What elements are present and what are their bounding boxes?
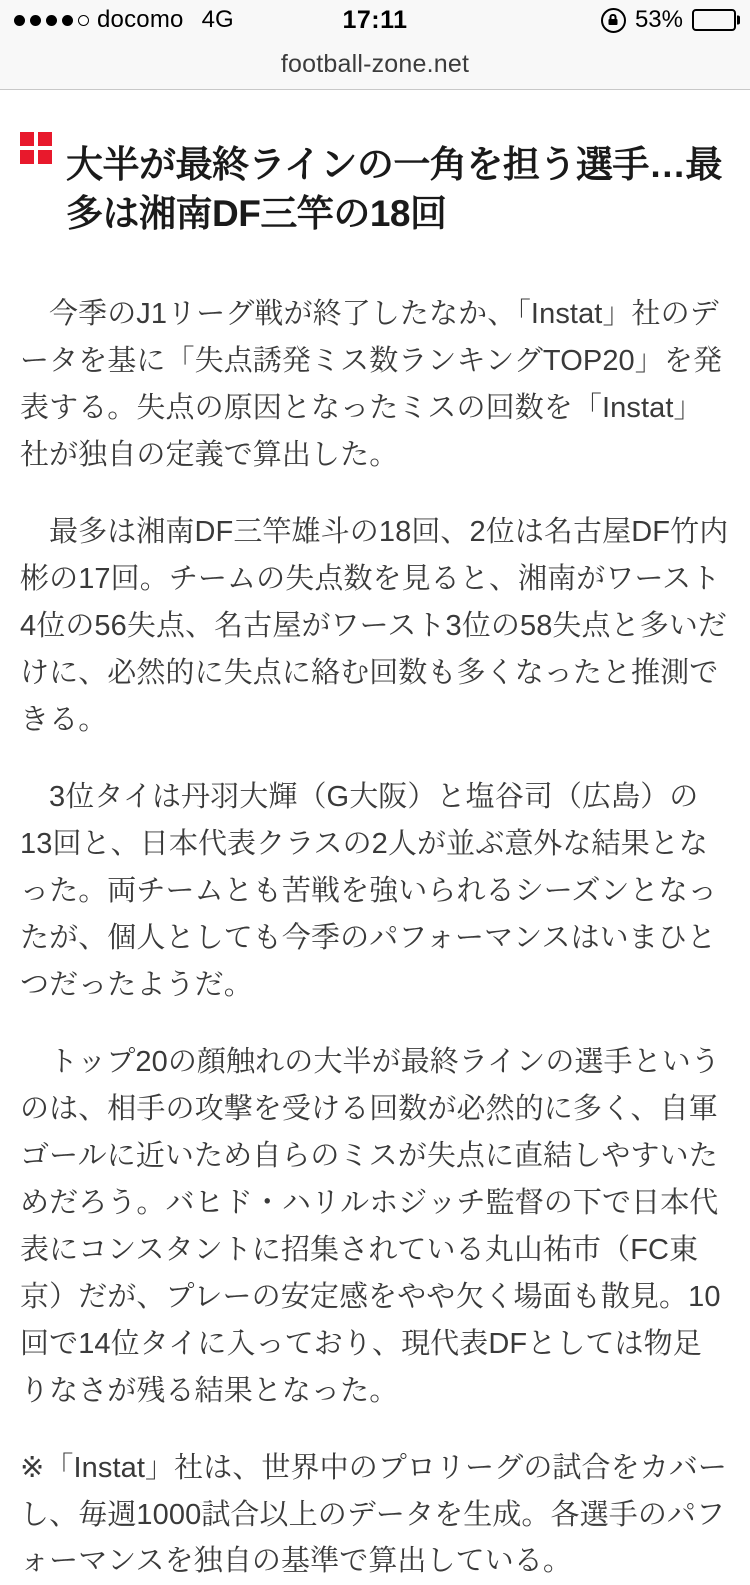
url-label[interactable]: football-zone.net [280, 50, 470, 78]
browser-url-bar[interactable] [0, 40, 750, 90]
battery-percent-label: 53% [634, 6, 683, 33]
rotation-lock-icon [601, 8, 626, 33]
article-paragraph: ※「Instat」社は、世界中のプロリーグの試合をカバーし、毎週1000試合以上のデータを生成。各選手のパフォーマンスを独自の基準で算出している。 [20, 1451, 728, 1578]
battery-icon [692, 9, 736, 31]
status-bar [0, 0, 750, 40]
article-paragraph: 最多は湘南DF三竿雄斗の18回、2位は名古屋DF竹内彬の17回。チームの失点数を見ると、湘南がワースト4位の56失点、名古屋がワースト3位の58失点と多いだけに、必然的に失点に絡む回数も多くなったと推測できる。 [20, 516, 729, 736]
status-bar-right [601, 6, 736, 34]
four-square-logo-icon [20, 132, 52, 164]
article-content [0, 90, 750, 1585]
network-type-label: 4G [201, 6, 234, 33]
headline-block [20, 116, 730, 263]
article-paragraph: 3位タイは丹羽大輝（G大阪）と塩谷司（広島）の13回と、日本代表クラスの2人が並ぶ意外な結果となった。両チームとも苦戦を強いられるシーズンとなったが、個人としても今季のパフォーマンスはいまひとつだったようだ。 [20, 780, 717, 1001]
status-bar-left [14, 6, 234, 34]
page-title: 大半が最終ラインの一角を担う選手…最多は湘南DF三竿の18回 [66, 143, 722, 234]
clock-label: 17:11 [342, 5, 408, 34]
article-paragraph: トップ20の顔触れの大半が最終ラインの選手というのは、相手の攻撃を受ける回数が必然的に多く、自軍ゴールに近いため自らのミスが失点に直結しやすいためだろう。バヒド・ハリルホジッチ監督の下で日本代表にコンスタントに招集されている丸山祐市（FC東京）だが、プレーの安定感をやや欠く場面も散見。10回で14位タイに入っており、現代表DFとしては物足りなさが残る結果となった。 [20, 1045, 721, 1407]
signal-strength-icon [14, 15, 89, 26]
carrier-label: docomo [97, 6, 184, 33]
article-body [20, 291, 730, 1585]
article-paragraph: 今季のJ1リーグ戦が終了したなか、「Instat」社のデータを基に「失点誘発ミス数ランキングTOP20」を発表する。失点の原因となったミスの回数を「Instat」社が独自の定義で算出した。 [20, 298, 723, 472]
